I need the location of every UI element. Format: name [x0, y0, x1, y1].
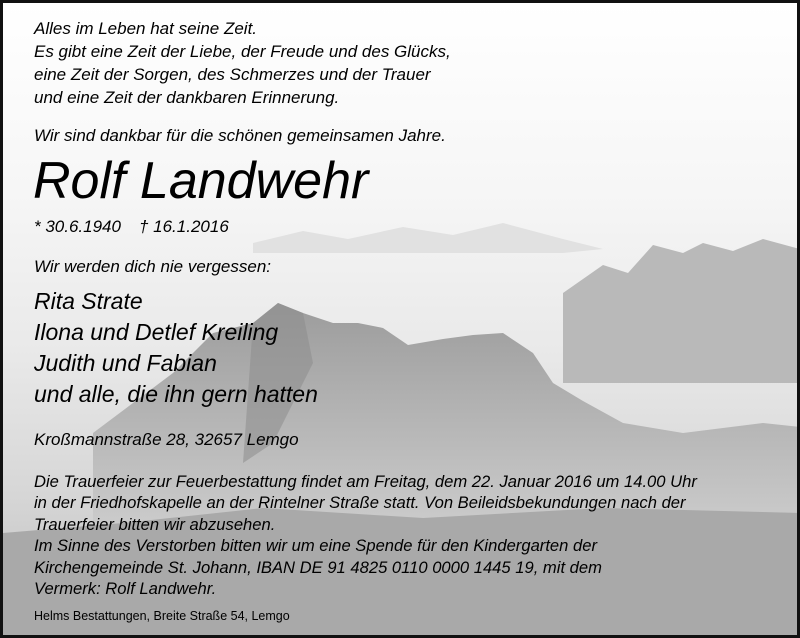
remembrance-line: Wir werden dich nie vergessen:	[34, 257, 272, 276]
deceased-name: Rolf Landwehr	[33, 152, 369, 210]
right-peaks	[563, 239, 800, 383]
undertaker-credit: Helms Bestattungen, Breite Straße 54, Lemgo	[34, 609, 290, 623]
far-mountains	[253, 223, 603, 253]
death-date: † 16.1.2016	[138, 217, 229, 236]
verse	[34, 17, 451, 109]
notice-line: Die Trauerfeier zur Feuerbestattung findet am Freitag, dem 22. Januar 2016 um 14.00 Uhr	[34, 472, 697, 491]
life-dates	[34, 217, 229, 237]
mourner: und alle, die ihn gern hatten	[34, 381, 318, 407]
gratitude-line: Wir sind dankbar für die schönen gemeinsamen Jahre.	[34, 126, 446, 145]
notice-line: Kirchengemeinde St. Johann, IBAN DE 91 4825 0110 0000 1445 19, mit dem	[34, 557, 602, 577]
mourner: Ilona und Detlef Kreiling	[34, 319, 279, 345]
notice-line: in der Friedhofskapelle an der Rintelner Straße statt. Von Beileidsbekundungen nach der	[34, 493, 686, 513]
family-address: Kroßmannstraße 28, 32657 Lemgo	[34, 430, 299, 449]
mourner: Rita Strate	[34, 288, 143, 314]
notice-line: Trauerfeier bitten wir abzusehen.	[34, 514, 276, 534]
funeral-notice	[34, 471, 697, 599]
verse-line: Es gibt eine Zeit der Liebe, der Freude und des Glücks,	[34, 42, 451, 61]
notice-line: Vermerk: Rolf Landwehr.	[34, 578, 217, 598]
verse-line: eine Zeit der Sorgen, des Schmerzes und der Trauer	[34, 65, 431, 84]
verse-line: Alles im Leben hat seine Zeit.	[34, 19, 258, 38]
notice-line: Im Sinne des Verstorben bitten wir um eine Spende für den Kindergarten der	[34, 536, 597, 556]
mourners-list	[34, 286, 318, 410]
verse-line: und eine Zeit der dankbaren Erinnerung.	[34, 88, 340, 107]
mourner: Judith und Fabian	[34, 350, 217, 376]
birth-date: * 30.6.1940	[34, 217, 121, 236]
